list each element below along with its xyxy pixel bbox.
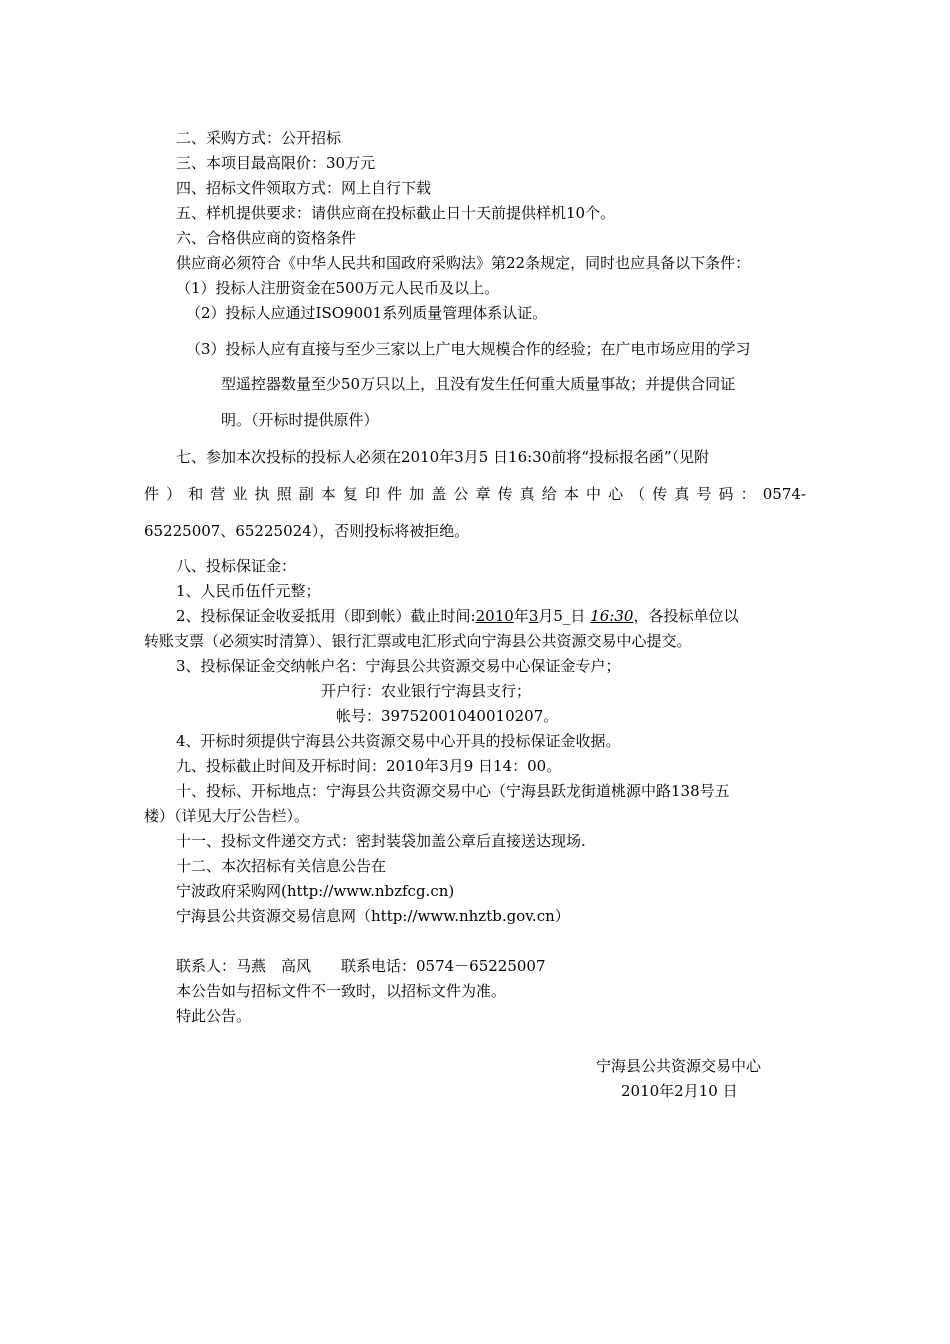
section-6-heading: 六、合格供应商的资格条件 [176,229,357,247]
deposit-deadline-prefix: 2、投标保证金收妥抵用（即到帐）截止时间: [176,607,476,625]
section-5-sample-requirement: 五、样机提供要求：请供应商在投标截止日十天前提供样机10个。 [176,204,616,222]
signing-date: 2010年2月10 日 [621,1082,738,1100]
deposit-item-1: 1、人民币伍仟元整； [176,582,321,600]
deposit-deadline-day: 5_ [553,607,571,625]
deposit-deadline-month: 3 [528,607,539,625]
precedence-note: 本公告如与招标文件不一致时，以招标文件为准。 [176,982,507,1000]
section-7-line-1: 七、参加本次投标的投标人必须在2010年3月5 日16:30前将“投标报名函”（见附 [176,448,710,466]
deposit-item-2-line-1 [176,606,738,626]
section-2-procurement-method: 二、采购方式：公开招标 [176,129,342,147]
deposit-item-3: 3、投标保证金交纳帐户名：宁海县公共资源交易中心保证金专户； [176,657,621,675]
day-char: 日 [570,607,586,625]
section-7-line-2: 件）和营业执照副本复印件加盖公章传真给本中心（传真号码：0574- [144,485,806,503]
condition-2: （2）投标人应通过ISO9001系列质量管理体系认证。 [186,304,548,322]
section-4-document-access: 四、招标文件领取方式：网上自行下载 [176,179,432,197]
section-10-line-1: 十、投标、开标地点：宁海县公共资源交易中心（宁海县跃龙街道桃源中路138号五 [176,782,730,800]
deposit-item-4: 4、开标时须提供宁海县公共资源交易中心开具的投标保证金收据。 [176,732,621,750]
closing-statement: 特此公告。 [176,1007,252,1025]
section-11-submission: 十一、投标文件递交方式：密封装袋加盖公章后直接送达现场. [176,832,586,850]
deposit-account-number: 帐号：39752001040010207。 [336,707,559,725]
deposit-item-2-line-2: 转账支票（必须实时清算）、银行汇票或电汇形式向宁海县公共资源交易中心提交。 [144,632,692,650]
section-7-line-3: 65225007、65225024），否则投标将被拒绝。 [144,522,470,540]
section-12-heading: 十二、本次招标有关信息公告在 [176,857,387,875]
section-9-deadline: 九、投标截止时间及开标时间：2010年3月9 日14：00。 [176,757,562,775]
condition-1: （1）投标人注册资金在500万元人民币及以上。 [176,279,500,297]
deposit-bank: 开户行：农业银行宁海县支行； [321,682,532,700]
month-char: 月 [538,607,554,625]
condition-3-line-2: 型遥控器数量至少50万只以上，且没有发生任何重大质量事故；并提供合同证 [221,375,736,393]
deposit-deadline-time: 16:30 [590,607,634,625]
condition-3-line-1: （3）投标人应有直接与至少三家以上广电大规模合作的经验；在广电市场应用的学习 [186,340,751,358]
section-3-max-price: 三、本项目最高限价：30万元 [176,154,376,172]
deposit-deadline-year: 2010 [475,607,514,625]
year-char: 年 [513,607,529,625]
section-8-heading: 八、投标保证金： [176,557,297,575]
website-2: 宁海县公共资源交易信息网（http://www.nhztb.gov.cn） [176,907,570,925]
website-1: 宁波政府采购网(http://www.nbzfcg.cn) [176,882,455,900]
section-10-line-2: 楼）（详见大厅公告栏）。 [144,807,310,825]
signer: 宁海县公共资源交易中心 [596,1057,762,1075]
contact-info: 联系人：马燕 高风 联系电话：0574－65225007 [176,957,546,975]
deposit-deadline-suffix: ，各投标单位以 [633,607,739,625]
section-6-intro: 供应商必须符合《中华人民共和国政府采购法》第22条规定，同时也应具备以下条件： [176,254,751,272]
condition-3-line-3: 明。（开标时提供原件） [221,411,379,429]
